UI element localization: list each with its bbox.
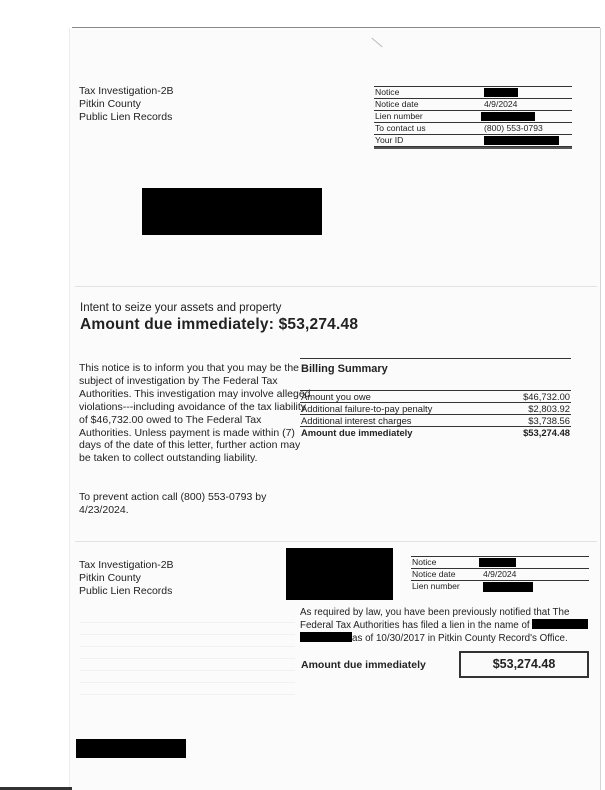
info-value: 4/9/2024 bbox=[483, 569, 517, 579]
stub-sender-line-3: Public Lien Records bbox=[79, 585, 173, 597]
billing-summary bbox=[300, 358, 571, 438]
info-label: Your ID bbox=[375, 135, 404, 145]
info-label: Notice date bbox=[375, 99, 419, 109]
notice-info-table bbox=[374, 86, 572, 149]
redaction-block bbox=[300, 632, 352, 642]
billing-label: Amount due immediately bbox=[301, 427, 413, 438]
info-label: Lien number bbox=[375, 111, 423, 121]
billing-rows bbox=[300, 390, 571, 438]
redaction-block bbox=[483, 582, 533, 592]
stub-info-row-notice bbox=[411, 557, 589, 569]
redaction-block bbox=[479, 558, 516, 567]
info-row-lien-number bbox=[374, 111, 572, 123]
stub-sender-line-1: Tax Investigation-2B bbox=[79, 559, 174, 571]
info-value: 4/9/2024 bbox=[484, 99, 518, 109]
info-row-notice bbox=[374, 87, 572, 99]
sender-line-2: Pitkin County bbox=[79, 98, 141, 110]
notice-body-paragraph: This notice is to inform you that you may be the subject of investigation by The Federal Tax Authorities. This investigation may involve alleged violations---including avoidance of the tax liability of $46,732.00 owed to The Federal Tax Authorities. Unless payment is made within (7) days of the date of this letter, further action may be taken to collect outstanding liability. bbox=[79, 362, 311, 465]
redaction-block bbox=[484, 136, 559, 145]
billing-label: Amount you owe bbox=[301, 391, 371, 402]
stub-address-redaction bbox=[286, 548, 393, 600]
info-row-notice-date bbox=[374, 99, 572, 111]
stub-info-row-lien-number bbox=[411, 581, 589, 592]
redaction-block bbox=[484, 88, 518, 97]
info-row-your-id bbox=[374, 135, 572, 147]
amount-due-headline: Amount due immediately: $53,274.48 bbox=[80, 316, 359, 333]
recipient-address-redaction bbox=[142, 188, 322, 235]
redaction-block bbox=[481, 112, 535, 121]
bottom-redaction bbox=[76, 739, 186, 758]
info-label: Notice date bbox=[412, 569, 456, 579]
faded-bleed-through-text bbox=[80, 622, 295, 706]
billing-label: Additional interest charges bbox=[301, 415, 412, 426]
fold-line bbox=[75, 286, 597, 287]
stub-sender-address bbox=[79, 559, 174, 598]
info-label: Lien number bbox=[412, 581, 460, 591]
billing-value: $3,738.56 bbox=[528, 415, 570, 426]
stub-info-table bbox=[411, 556, 589, 592]
billing-row bbox=[300, 391, 571, 403]
billing-value: $2,803.92 bbox=[528, 403, 570, 414]
billing-value: $46,732.00 bbox=[523, 391, 570, 402]
info-label: To contact us bbox=[375, 123, 426, 133]
info-value: (800) 553-0793 bbox=[484, 123, 543, 133]
fold-line bbox=[75, 541, 597, 542]
billing-label: Additional failure-to-pay penalty bbox=[301, 403, 433, 414]
info-row-contact bbox=[374, 123, 572, 135]
info-label: Notice bbox=[375, 87, 400, 97]
billing-summary-title: Billing Summary bbox=[301, 363, 388, 375]
scan-right-edge bbox=[600, 28, 601, 790]
intent-line: Intent to seize your assets and property bbox=[80, 302, 282, 314]
redaction-block bbox=[532, 619, 588, 629]
billing-row bbox=[300, 415, 571, 427]
info-label: Notice bbox=[412, 557, 437, 567]
stub-amount-due-label: Amount due immediately bbox=[301, 659, 426, 671]
sender-line-3: Public Lien Records bbox=[79, 111, 173, 123]
billing-value: $53,274.48 bbox=[523, 427, 570, 438]
lien-text-part-1: As required by law, you have been previously notified that The Federal Tax Authorities has filed a lien in the name of bbox=[300, 607, 570, 631]
scan-left-edge bbox=[69, 28, 70, 790]
stub-sender-line-2: Pitkin County bbox=[79, 572, 141, 584]
sender-address bbox=[79, 85, 174, 124]
stub-info-row-notice-date bbox=[411, 569, 589, 581]
prevent-action-text: To prevent action call (800) 553-0793 by 4/23/2024. bbox=[79, 491, 267, 516]
lien-notice-text bbox=[300, 607, 595, 645]
billing-row-total bbox=[300, 427, 571, 438]
divider bbox=[300, 358, 571, 359]
sender-line-1: Tax Investigation-2B bbox=[79, 85, 174, 97]
lien-text-part-2: as of 10/30/2017 in Pitkin County Record's Office. bbox=[352, 633, 568, 644]
billing-row bbox=[300, 403, 571, 415]
stub-amount-due-box: $53,274.48 bbox=[459, 651, 589, 678]
scan-top-edge bbox=[72, 27, 600, 28]
